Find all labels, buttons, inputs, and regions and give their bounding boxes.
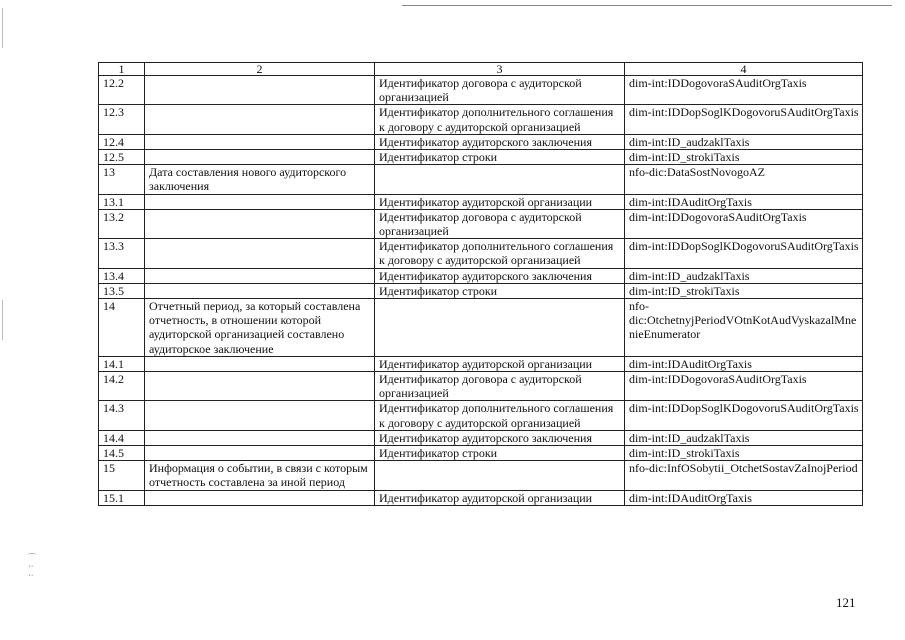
table-row bbox=[99, 239, 863, 268]
indicator-name-cell: Информация о событии, в связи с которым отчетность составлена за иной период bbox=[145, 461, 375, 490]
element-name-cell: nfo-dic:OtchetnyjPeriodVOtnKotAudVyskazalMnenieEnumerator bbox=[625, 299, 863, 357]
element-name-cell: dim-int:ID_strokiTaxis bbox=[625, 446, 863, 461]
table-row bbox=[99, 150, 863, 165]
indicator-name-cell bbox=[145, 283, 375, 298]
element-name-cell: dim-int:IDAuditOrgTaxis bbox=[625, 490, 863, 505]
row-number-cell: 14.3 bbox=[99, 401, 145, 430]
description-cell bbox=[375, 461, 625, 490]
row-number-cell: 15.1 bbox=[99, 490, 145, 505]
row-number-cell: 12.3 bbox=[99, 105, 145, 134]
row-number-cell: 14.5 bbox=[99, 446, 145, 461]
table-row bbox=[99, 446, 863, 461]
table-row bbox=[99, 401, 863, 430]
element-name-cell: dim-int:IDAuditOrgTaxis bbox=[625, 194, 863, 209]
indicator-name-cell bbox=[145, 356, 375, 371]
indicator-name-cell bbox=[145, 134, 375, 149]
element-name-cell: dim-int:ID_strokiTaxis bbox=[625, 150, 863, 165]
indicator-name-cell bbox=[145, 490, 375, 505]
element-name-cell: nfo-dic:InfOSobytii_OtchetSostavZaInojPeriod bbox=[625, 461, 863, 490]
description-cell: Идентификатор договора с аудиторской организацией bbox=[375, 372, 625, 401]
scan-artifact: ⌒ ⋅⋅ ⋅⋅ bbox=[28, 553, 36, 580]
column-header: 4 bbox=[625, 63, 863, 76]
description-cell: Идентификатор строки bbox=[375, 283, 625, 298]
element-name-cell: dim-int:IDDogovoraSAuditOrgTaxis bbox=[625, 372, 863, 401]
indicator-name-cell bbox=[145, 105, 375, 134]
description-cell: Идентификатор аудиторской организации bbox=[375, 490, 625, 505]
table-row bbox=[99, 430, 863, 445]
scan-edge-mark bbox=[2, 8, 3, 48]
specification-table bbox=[98, 62, 863, 506]
table-row bbox=[99, 105, 863, 134]
row-number-cell: 14 bbox=[99, 299, 145, 357]
indicator-name-cell bbox=[145, 150, 375, 165]
table-header-row bbox=[99, 63, 863, 76]
description-cell: Идентификатор дополнительного соглашения к договору с аудиторской организацией bbox=[375, 401, 625, 430]
element-name-cell: dim-int:ID_strokiTaxis bbox=[625, 283, 863, 298]
table-row bbox=[99, 372, 863, 401]
indicator-name-cell: Отчетный период, за который составлена отчетность, в отношении которой аудиторской организацией составлено аудиторское заключение bbox=[145, 299, 375, 357]
row-number-cell: 12.5 bbox=[99, 150, 145, 165]
scan-edge-mark bbox=[2, 300, 3, 340]
table-row bbox=[99, 76, 863, 105]
column-header: 3 bbox=[375, 63, 625, 76]
description-cell: Идентификатор строки bbox=[375, 150, 625, 165]
row-number-cell: 13.1 bbox=[99, 194, 145, 209]
row-number-cell: 12.4 bbox=[99, 134, 145, 149]
table-row bbox=[99, 356, 863, 371]
description-cell: Идентификатор строки bbox=[375, 446, 625, 461]
column-header: 2 bbox=[145, 63, 375, 76]
description-cell: Идентификатор дополнительного соглашения к договору с аудиторской организацией bbox=[375, 239, 625, 268]
table-row bbox=[99, 268, 863, 283]
description-cell: Идентификатор договора с аудиторской организацией bbox=[375, 76, 625, 105]
indicator-name-cell bbox=[145, 239, 375, 268]
description-cell bbox=[375, 165, 625, 194]
description-cell: Идентификатор аудиторского заключения bbox=[375, 134, 625, 149]
row-number-cell: 13.3 bbox=[99, 239, 145, 268]
indicator-name-cell bbox=[145, 76, 375, 105]
table-row bbox=[99, 490, 863, 505]
row-number-cell: 13.4 bbox=[99, 268, 145, 283]
column-header: 1 bbox=[99, 63, 145, 76]
table-row bbox=[99, 165, 863, 194]
indicator-name-cell bbox=[145, 268, 375, 283]
element-name-cell: dim-int:IDDogovoraSAuditOrgTaxis bbox=[625, 76, 863, 105]
row-number-cell: 14.2 bbox=[99, 372, 145, 401]
row-number-cell: 13 bbox=[99, 165, 145, 194]
element-name-cell: dim-int:ID_audzaklTaxis bbox=[625, 134, 863, 149]
table-row bbox=[99, 134, 863, 149]
indicator-name-cell bbox=[145, 194, 375, 209]
description-cell: Идентификатор аудиторского заключения bbox=[375, 268, 625, 283]
indicator-name-cell: Дата составления нового аудиторского заключения bbox=[145, 165, 375, 194]
description-cell: Идентификатор аудиторской организации bbox=[375, 356, 625, 371]
element-name-cell: dim-int:IDDopSoglKDogovoruSAuditOrgTaxis bbox=[625, 239, 863, 268]
table-row bbox=[99, 209, 863, 238]
element-name-cell: dim-int:IDDogovoraSAuditOrgTaxis bbox=[625, 209, 863, 238]
element-name-cell: dim-int:ID_audzaklTaxis bbox=[625, 268, 863, 283]
indicator-name-cell bbox=[145, 430, 375, 445]
description-cell bbox=[375, 299, 625, 357]
row-number-cell: 15 bbox=[99, 461, 145, 490]
page-number: 121 bbox=[836, 595, 856, 610]
row-number-cell: 13.5 bbox=[99, 283, 145, 298]
indicator-name-cell bbox=[145, 372, 375, 401]
description-cell: Идентификатор аудиторской организации bbox=[375, 194, 625, 209]
table-row bbox=[99, 194, 863, 209]
element-name-cell: dim-int:ID_audzaklTaxis bbox=[625, 430, 863, 445]
table-row bbox=[99, 461, 863, 490]
element-name-cell: dim-int:IDDopSoglKDogovoruSAuditOrgTaxis bbox=[625, 105, 863, 134]
top-rule bbox=[402, 5, 892, 6]
table-row bbox=[99, 283, 863, 298]
description-cell: Идентификатор дополнительного соглашения к договору с аудиторской организацией bbox=[375, 105, 625, 134]
indicator-name-cell bbox=[145, 401, 375, 430]
table-row bbox=[99, 299, 863, 357]
element-name-cell: dim-int:IDAuditOrgTaxis bbox=[625, 356, 863, 371]
row-number-cell: 12.2 bbox=[99, 76, 145, 105]
description-cell: Идентификатор договора с аудиторской организацией bbox=[375, 209, 625, 238]
description-cell: Идентификатор аудиторского заключения bbox=[375, 430, 625, 445]
row-number-cell: 14.1 bbox=[99, 356, 145, 371]
indicator-name-cell bbox=[145, 209, 375, 238]
row-number-cell: 13.2 bbox=[99, 209, 145, 238]
row-number-cell: 14.4 bbox=[99, 430, 145, 445]
element-name-cell: nfo-dic:DataSostNovogoAZ bbox=[625, 165, 863, 194]
indicator-name-cell bbox=[145, 446, 375, 461]
element-name-cell: dim-int:IDDopSoglKDogovoruSAuditOrgTaxis bbox=[625, 401, 863, 430]
